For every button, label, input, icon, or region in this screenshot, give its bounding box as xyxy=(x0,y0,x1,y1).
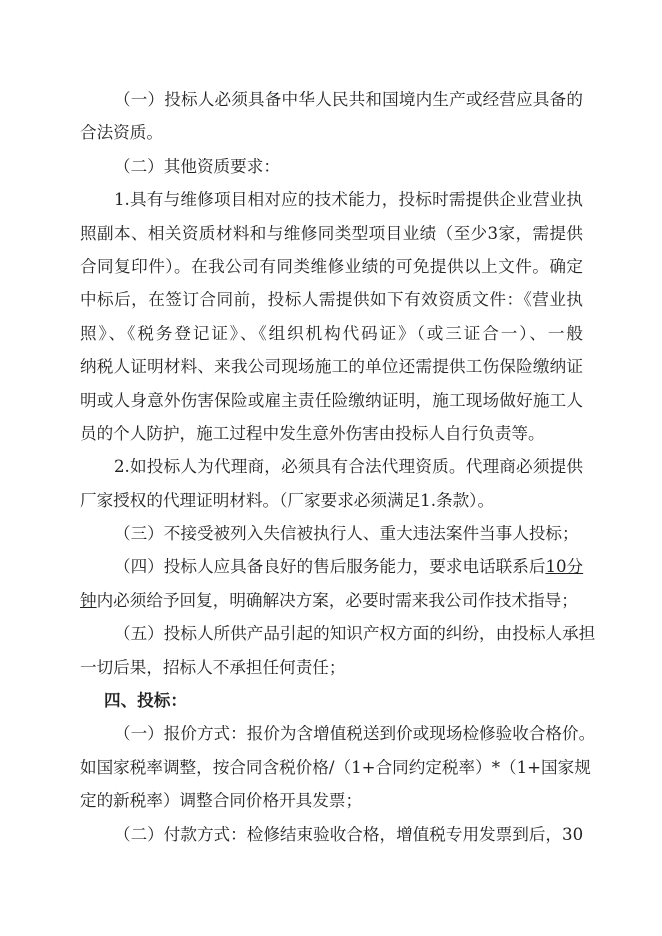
paragraph-line: 定的新税率）调整合同价格开具发票； xyxy=(80,791,363,811)
paragraph-line: 纳税人证明材料、来我公司现场施工的单位还需提供工伤保险缴纳证 xyxy=(80,357,583,377)
underlined-text: 钟 xyxy=(80,590,97,610)
paragraph-line: 合法资质。 xyxy=(80,123,163,143)
paragraph-line: 厂家授权的代理证明材料。（厂家要求必须满足1.条款）。 xyxy=(80,490,495,510)
paragraph-line: 2.如投标人为代理商，必须具有合法代理资质。代理商必须提供 xyxy=(114,457,583,477)
section-heading: 四、投标： xyxy=(104,691,187,711)
line-text: 内必须给予回复，明确解决方案，必要时需来我公司作技术指导； xyxy=(96,590,578,610)
paragraph-line xyxy=(80,584,583,617)
paragraph-line: （一）报价方式：报价为含增值税送到价或现场检修验收合格价。 xyxy=(114,724,596,744)
paragraph-line: 如国家税率调整，按合同含税价格/（1+合同约定税率）*（1+国家规 xyxy=(80,757,591,777)
paragraph-line: 合同复印件）。在我公司有同类维修业绩的可免提供以上文件。确定 xyxy=(80,256,583,276)
paragraph-line: 照副本、相关资质材料和与维修同类型项目业绩（至少3家，需提供 xyxy=(80,223,583,243)
paragraph-line: 员的个人防护，施工过程中发生意外伤害由投标人自行负责等。 xyxy=(80,423,545,443)
paragraph-line: 1.具有与维修项目相对应的技术能力，投标时需提供企业营业执 xyxy=(114,190,583,210)
paragraph-line: （五）投标人所供产品引起的知识产权方面的纠纷，由投标人承担 xyxy=(114,624,596,644)
paragraph-line: （三）不接受被列入失信被执行人、重大违法案件当事人投标； xyxy=(114,524,579,544)
paragraph-line xyxy=(80,550,583,583)
line-text: （四）投标人应具备良好的售后服务能力，要求电话联系后 xyxy=(114,557,546,577)
paragraph-line: 照》、《税务登记证》、《组织机构代码证》（或三证合一）、一般 xyxy=(80,323,583,343)
paragraph-line: 中标后，在签订合同前，投标人需提供如下有效资质文件：《营业执 xyxy=(80,290,583,310)
underlined-text: 10分 xyxy=(545,557,584,577)
paragraph-line: （二）付款方式：检修结束验收合格，增值税专用发票到后，30 xyxy=(114,824,584,844)
document-page xyxy=(80,83,596,851)
paragraph-line: 明或人身意外伤害保险或雇主责任险缴纳证明，施工现场做好施工人 xyxy=(80,390,583,410)
paragraph-line: （二）其他资质要求： xyxy=(114,156,280,176)
paragraph-line: （一）投标人必须具备中华人民共和国境内生产或经营应具备的 xyxy=(114,90,583,109)
paragraph-line: 一切后果，招标人不承担任何责任； xyxy=(80,657,346,677)
